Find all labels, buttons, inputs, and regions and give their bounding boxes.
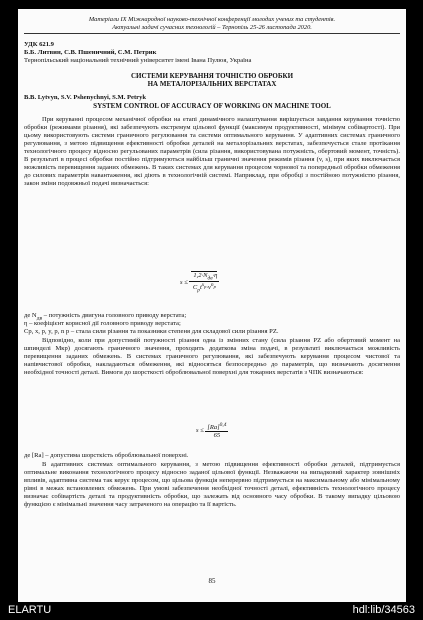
formula1-den-sub: p [197,287,200,294]
affiliation: Тернопільський національний технічний університет імені Івана Пулюя, Україна [24,57,252,64]
formula1-num-sub: дв [207,275,213,282]
formula1-denominator [189,282,219,293]
formula-roughness [196,422,228,439]
where3-tail: p, x [28,328,39,335]
formula1-num-text: 1,2·N [193,272,208,279]
formula2-num-sup: 0,4 [219,422,227,428]
where3-end: p – стала сили різання та показники степеня для складової сили різання P [65,328,273,335]
formula1-den-sup1: x [201,282,205,289]
formula2-lhs: s ≤ [196,427,204,435]
where1-text: де N [24,312,37,319]
formula2-num-text: [Ra] [207,424,220,432]
formula1-numerator [189,271,219,282]
where-efficiency: η – коефіцієнт корисної дії головного приводу верстата; [24,320,181,327]
handle-id: hdl:lib/34563 [352,604,415,616]
where3-more2: p, n [54,328,65,335]
page-number: 85 [208,577,216,585]
conference-header-line1: Матеріали ІХ Міжнародної науково-технічної конференції молодих учених та студентів. [88,16,336,23]
where1-sub: дв [36,315,43,322]
formula1-fraction [189,271,219,294]
paragraph-1: При керуванні процесом механічної обробки на етапі динамічного налаштування вирішується завдання керування точністю обробки (режимами різання), які забезпечують екстремум цільової функції (максимум продуктивності, мінімум собівартості). При цьому використовують системи граничного регулювання та системи оптимального керування. У адаптивних системах граничного регулювання, з метою підвищення ефективності обробки деталей на металорізальних верстатах, забезпечується стале протікання технологічного процесу відносно регульованих параметрів (сила різання, використовувана потужність, обертовий момент, точність). В результаті в процесі обробки постійно підтримуються найбільш граничні значення режимів різання (v, s), при яких виключається можливість перевищення заданих обмежень. В таких системах для керування процесом чорнової та попередньої обробки обмеження до силових параметрів навантаження, які діють в технологічній системі. Наприклад, при обробці з постійною потужністю різання, закон зміни подовжньої подачі визначається: [24,116,400,188]
where1-tail: – потужність двигуна головного приводу верстата; [42,312,187,319]
formula1-num-tail: ·η [212,272,218,279]
title-ua-line2: НА МЕТАЛОРІЗАЛЬНИХ ВЕРСТАТАХ [147,80,277,88]
title-ua-line1: СИСТЕМИ КЕРУВАННЯ ТОЧНІСТЮ ОБРОБКИ [130,72,294,80]
where3-text: C [24,328,29,335]
formula1-den-tail2: ·v [206,284,211,292]
repository-name: ELARTU [8,604,52,616]
document-page [18,9,406,602]
formula2-denominator: 65 [213,432,221,440]
paragraph-2: Відповідно, коли при допустимій потужності різання одна із змінних стану (сила різання PZ або обертовий момент на шпинделі Mкр) досягають граничного значення, проходить додаткова зміна подачі, в результаті виключається можливість перевищення заданих обмежень. В системах граничного регулювання, які забезпечують керування процесом чистової та напівчистової обробки, накладаються обмеження, які відносяться безпосередньо до параметрів, що визначають досягнення необхідної точності деталі. Вимоги до шорсткості оброблювальної поверхні для токарних верстатів з ЧПК визначаються: [24,337,400,377]
where3-last: Z. [272,328,279,335]
paragraph-3: В адаптивних системах оптимального керування, з метою підвищення ефективності обробки деталей, підтримується оптимальне виконання технологічного процесу відносно заданої цільової функції. Незважаючи на випадковий характер зовнішніх впливів, адаптивна система так керує процесом, що цільова функція неперервно підтримується на максимальному або мінімальному рівні в межах встановлених обмежень. При умові забезпечення необхідної точності деталі, ефективність технологічного процесу визначає собівартість деталі та продуктивність обробки, що залежать від основного часу обробки. В такому випадку цільовою функцією є мінімальні значення часу затраченого на операцію та її вартість. [24,461,400,509]
formula1-den-sup3: n [210,282,214,289]
authors-en: B.B. Lytvyn, S.V. Pshenychnyi, S.M. Petryk [24,94,147,101]
header-rule [24,33,400,34]
formula1-lhs: s ≤ [180,278,188,286]
where-roughness: де [Ra] – допустима шорсткість оброблювальної поверхні. [24,452,189,459]
authors-ua: Б.Б. Литвин, С.В. Пшеничний, С.М. Петрик [24,49,157,56]
formula1-den-sup4: p [213,284,216,290]
formula1-den-text: C [192,284,198,292]
title-en: SYSTEM CONTROL OF ACCURACY OF WORKING ON MACHINE TOOL [93,102,331,110]
where3-more: p, y [41,328,52,335]
formula1-root [191,271,217,281]
formula2-numerator [205,422,228,432]
udc-code: УДК 621.9 [24,41,54,48]
where-constants: Cp, x, p, y, p, n p – стала сили різання та показники степеня для складової сили різання PZ. [24,328,279,335]
formula-feed-power [180,271,219,294]
formula1-den-tail: t [199,284,202,292]
formula2-fraction [205,422,228,439]
conference-header-line2: Актуальні задачі сучасних технологій – Тернопіль 25-26 листопада 2020. [112,24,312,31]
formula1-den-sup2: p [204,284,207,290]
